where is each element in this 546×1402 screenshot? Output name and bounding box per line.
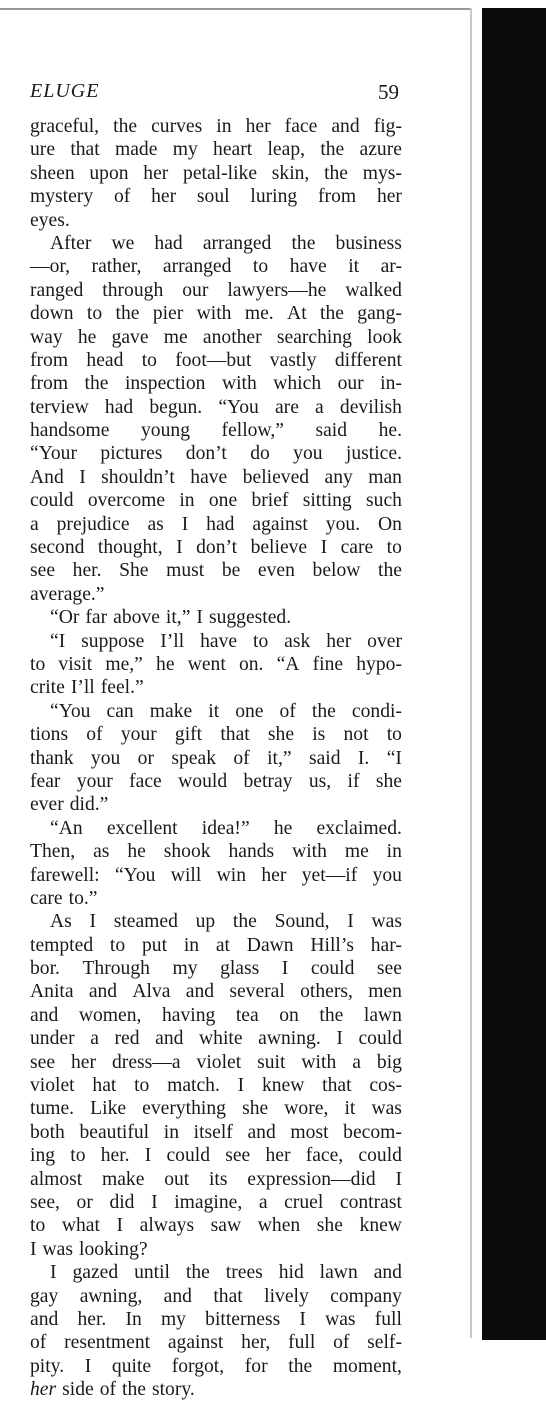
text-line: tempted to put in at Dawn Hill’s har- [30, 934, 402, 956]
page-top-rule [0, 8, 470, 10]
text-line: Anita and Alva and several others, men [30, 981, 402, 1003]
page-edge-line [470, 8, 472, 1338]
text-line: from head to foot—but vastly different [30, 349, 402, 371]
text-line: thank you or speak of it,” said I. “I [30, 747, 402, 769]
text-line: second thought, I don’t believe I care to [30, 537, 402, 559]
text-line: “Your pictures don’t do you justice. [30, 443, 402, 465]
text-line: see her dress—a violet suit with a big [30, 1051, 402, 1073]
text-line: “You can make it one of the condi- [50, 700, 402, 722]
text-line: “I suppose I’ll have to ask her over [50, 630, 402, 652]
text-line: ure that made my heart leap, the azure [30, 139, 402, 161]
text-line: tume. Like everything she wore, it was [30, 1098, 402, 1120]
page-number: 59 [378, 80, 399, 104]
text-line: both beautiful in itself and most becom- [30, 1121, 402, 1143]
text-line: mystery of her soul luring from her [30, 186, 402, 208]
text-line: crite I’ll feel.” [30, 677, 144, 699]
text-line: Then, as he shook hands with me in [30, 841, 402, 863]
text-line: ing to her. I could see her face, could [30, 1145, 402, 1167]
text-line: average.” [30, 583, 105, 605]
text-line: tions of your gift that she is not to [30, 724, 402, 746]
text-line: a prejudice as I had against you. On [30, 513, 402, 535]
text-line: And I shouldn’t have believed any man [30, 466, 402, 488]
text-line: way he gave me another searching look [30, 326, 402, 348]
text-line: to what I always saw when she knew [30, 1215, 402, 1237]
text-line: and women, having tea on the lawn [30, 1004, 402, 1026]
text-line: I was looking? [30, 1238, 148, 1260]
text-line: and her. In my bitterness I was full [30, 1308, 402, 1330]
scan-margin-bar [482, 8, 546, 1340]
text-line: see her. She must be even below the [30, 560, 402, 582]
text-line: bor. Through my glass I could see [30, 958, 402, 980]
text-line: fear your face would betray us, if she [30, 770, 402, 792]
text-line: her side of the story. [30, 1379, 195, 1401]
text-line: handsome young fellow,” said he. [30, 420, 402, 442]
text-line: almost make out its expression—did I [30, 1168, 402, 1190]
text-line: graceful, the curves in her face and fig- [30, 116, 402, 137]
text-line: sheen upon her petal-like skin, the mys- [30, 162, 402, 184]
text-line: under a red and white awning. I could [30, 1028, 402, 1050]
text-line: could overcome in one brief sitting such [30, 490, 402, 512]
text-line: see, or did I imagine, a cruel contrast [30, 1191, 402, 1213]
text-line: After we had arranged the business [50, 232, 402, 254]
text-line: ranged through our lawyers—he walked [30, 279, 402, 301]
text-line: down to the pier with me. At the gang- [30, 303, 402, 325]
running-head: ELUGE [30, 80, 100, 102]
text-line: I gazed until the trees hid lawn and [50, 1262, 402, 1284]
text-line: of resentment against her, full of self- [30, 1332, 402, 1354]
text-line: from the inspection with which our in- [30, 373, 402, 395]
text-line: violet hat to match. I knew that cos- [30, 1075, 402, 1097]
text-line: care to.” [30, 887, 98, 909]
text-line: As I steamed up the Sound, I was [50, 911, 402, 933]
text-line: “Or far above it,” I suggested. [50, 607, 292, 629]
text-line: —or, rather, arranged to have it ar- [30, 256, 402, 278]
text-line: gay awning, and that lively company [30, 1285, 402, 1307]
text-line: pity. I quite forgot, for the moment, [30, 1355, 402, 1377]
text-line: eyes. [30, 209, 70, 231]
text-line: to visit me,” he went on. “A fine hypo- [30, 653, 402, 675]
text-line: farewell: “You will win her yet—if you [30, 864, 402, 886]
text-line: terview had begun. “You are a devilish [30, 396, 402, 418]
text-line: ever did.” [30, 794, 109, 816]
text-line: “An excellent idea!” he exclaimed. [50, 817, 402, 839]
page-body-text [30, 115, 402, 1401]
